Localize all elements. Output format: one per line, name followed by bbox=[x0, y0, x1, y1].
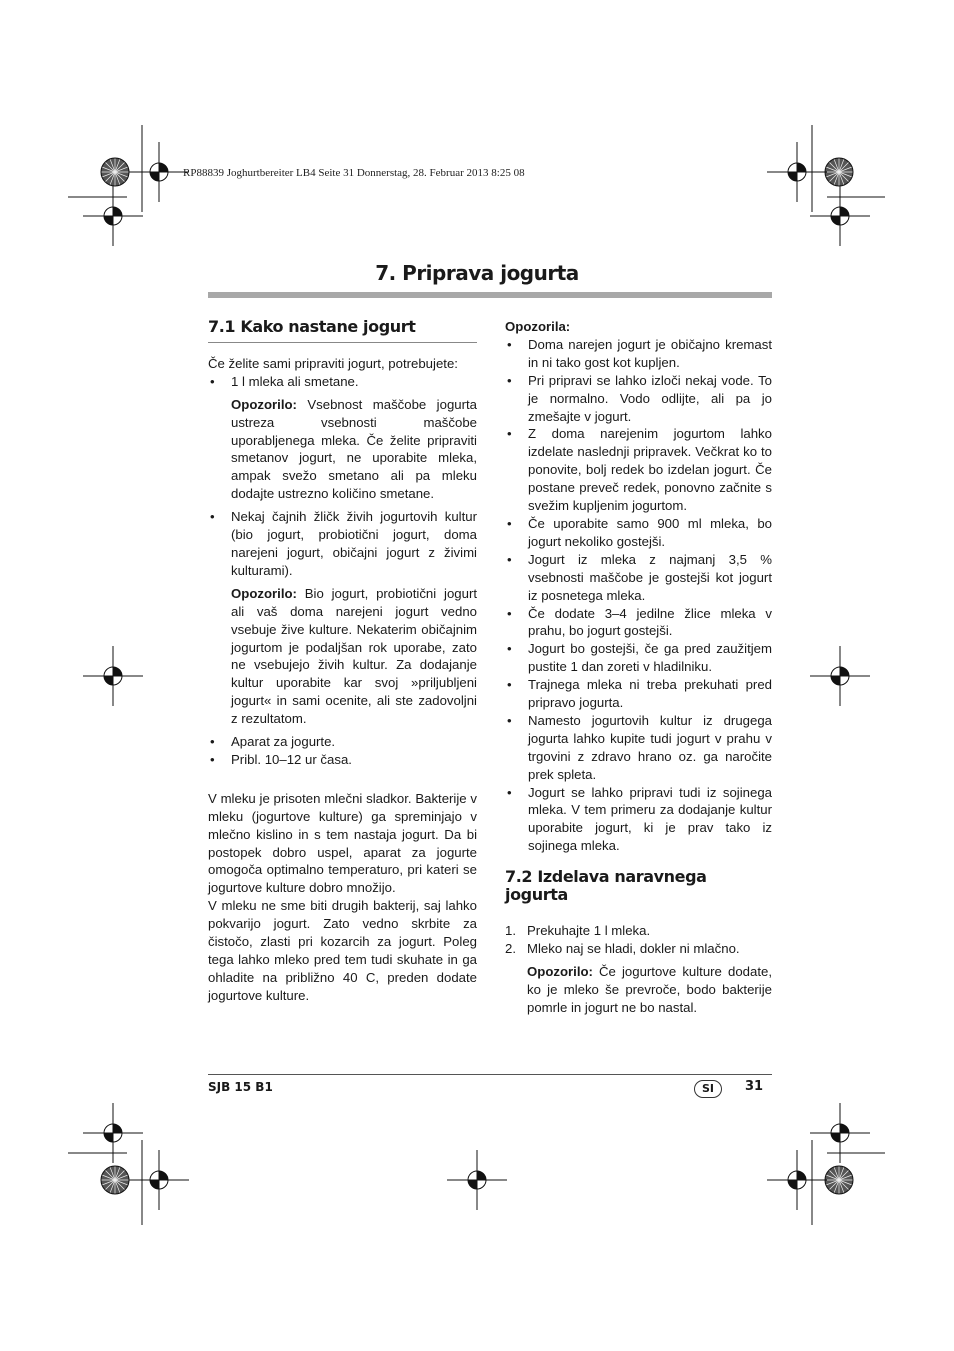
intro-text: Če želite sami pripraviti jogurt, potrebujete: bbox=[208, 355, 458, 371]
note-text: Če jogurtove kulture dodate, ko je mleko še prevroče, bodo bakterije pomrle in jogurt ne bo nastal. bbox=[527, 963, 772, 1015]
note bbox=[231, 396, 477, 503]
footer-model: SJB 15 B1 bbox=[208, 1080, 273, 1094]
warning-item: • Jogurt iz mleka z najmanj 3,5 % vsebnosti maščobe je gostejši kot jogurt iz posnetega mleka. bbox=[505, 551, 772, 605]
list-item bbox=[208, 751, 477, 769]
note-text: Vsebnost maščobe jogurta ustreza vsebnosti maščobe uporabljenega mleka. Če želite pripraviti smetanov jogurt, ne uporabite mleka, ampak svežo smetano ali pa mleku dodajte ustrezno količino smetane. bbox=[231, 396, 477, 502]
left-column bbox=[208, 318, 477, 1005]
requirements-list bbox=[208, 373, 477, 769]
note-label: Opozorilo: bbox=[231, 585, 297, 601]
note bbox=[527, 963, 772, 1017]
list-item bbox=[208, 733, 477, 751]
right-column bbox=[505, 318, 772, 1017]
warning-item: • Jogurt se lahko pripravi tudi iz sojinega mleka. V tem primeru za dodajanje kultur uporabite jogurt, ki je prav tako iz sojinega mleka. bbox=[505, 784, 772, 856]
warning-item: • Doma narejen jogurt je običajno kremast in ni tako gost kot kupljen. bbox=[505, 336, 772, 372]
note-text: Bio jogurt, probiotični jogurt ali vaš doma narejeni jogurt vedno vsebuje žive kulture. Nekaterim običajnim jogurtom je podaljšan rok uporabe, zato ne vsebujejo živih kultur. Za dodajanje kultur uporabite kar svoj »priljubljeni jogurt« in sami ocenite, ali ste zadovoljni z rezultatom. bbox=[231, 585, 477, 727]
footer-rule bbox=[208, 1074, 772, 1075]
step-text: Mleko naj se hladi, dokler ni mlačno. bbox=[527, 940, 740, 956]
warning-item: • Pri pripravi se lahko izloči nekaj vode. To je normalno. Vodo odlijte, ali pa jo zmešajte v jogurt. bbox=[505, 372, 772, 426]
note-label: Opozorilo: bbox=[231, 396, 297, 412]
step-item bbox=[505, 940, 772, 1017]
step-text: Prekuhajte 1 l mleka. bbox=[527, 923, 651, 938]
list-item bbox=[208, 508, 477, 728]
steps-list bbox=[505, 922, 772, 1017]
section-heading-7-1: 7.1 Kako nastane jogurt bbox=[208, 318, 477, 343]
paragraph: V mleku ne sme biti drugih bakterij, saj lahko pokvarijo jogurt. Zato vedno skrbite za čistočo, zlasti pri kozarcih za jogurt. Poleg tega lahko mleko pred tem tudi skuhate in ga ohladite na približno 40 C, preden dodate jogurtove kulture. bbox=[208, 898, 477, 1003]
warning-item: • Z doma narejenim jogurtom lahko izdelate naslednji pripravek. Večkrat ko to ponovite, bolj redek bo izdelan jogurt. Če postane preveč redek, ponovno začnite s svežim kupljenim jogurtom. bbox=[505, 425, 772, 515]
warning-item: • Če uporabite samo 900 ml mleka, bo jogurt nekoliko gostejši. bbox=[505, 515, 772, 551]
warning-item: • Če dodate 3–4 jedilne žlice mleka v prahu, bo jogurt gostejši. bbox=[505, 605, 772, 641]
page-number: 31 bbox=[745, 1079, 764, 1094]
step-number: 2. bbox=[505, 940, 516, 956]
warning-item: • Jogurt bo gostejši, če ga pred zaužitjem pustite 1 dan zoreti v hladilniku. bbox=[505, 640, 772, 676]
list-item-text: 1 l mleka ali smetane. bbox=[231, 373, 359, 389]
warning-item: • Namesto jogurtovih kultur iz drugega jogurta lahko kupite tudi jogurt v prahu v trgovini z zdravo hrano oz. ga naročite prek spleta. bbox=[505, 712, 772, 784]
list-item-text: Aparat za jogurte. bbox=[231, 734, 336, 750]
language-badge: SI bbox=[694, 1080, 722, 1098]
paragraph: V mleku je prisoten mlečni sladkor. Bakterije v mleku (jogurtove kulture) ga spreminjajo v mlečno kislino in s tem nastaja jogurt. Da bi postopek dobro uspel, aparat za jogurte omogoča optimalno temperaturo, pri kateri se jogurtove kulture dobro množijo. bbox=[208, 790, 477, 896]
print-header: RP88839 Joghurtbereiter LB4 Seite 31 Donnerstag, 28. Februar 2013 8:25 08 bbox=[183, 167, 525, 179]
list-item-text: Nekaj čajnih žličk živih jogurtovih kultur (bio jogurt, probiotični jogurt, doma narejeni jogurt, običajni jogurt z živimi kulturami). bbox=[231, 509, 477, 578]
warnings-list bbox=[505, 336, 772, 855]
note bbox=[231, 585, 477, 728]
section-heading-7-2: 7.2 Izdelava naravnega jogurta bbox=[505, 867, 707, 905]
warning-item: • Trajnega mleka ni treba prekuhati pred pripravo jogurta. bbox=[505, 676, 772, 712]
page-title: 7. Priprava jogurta bbox=[375, 261, 579, 285]
title-rule bbox=[208, 292, 772, 298]
list-item-text: Pribl. 10–12 ur časa. bbox=[231, 751, 352, 767]
step-item bbox=[505, 922, 772, 940]
warnings-label: Opozorila: bbox=[505, 319, 571, 334]
step-number: 1. bbox=[505, 923, 516, 938]
note-label: Opozorilo: bbox=[527, 963, 593, 979]
list-item bbox=[208, 373, 477, 503]
